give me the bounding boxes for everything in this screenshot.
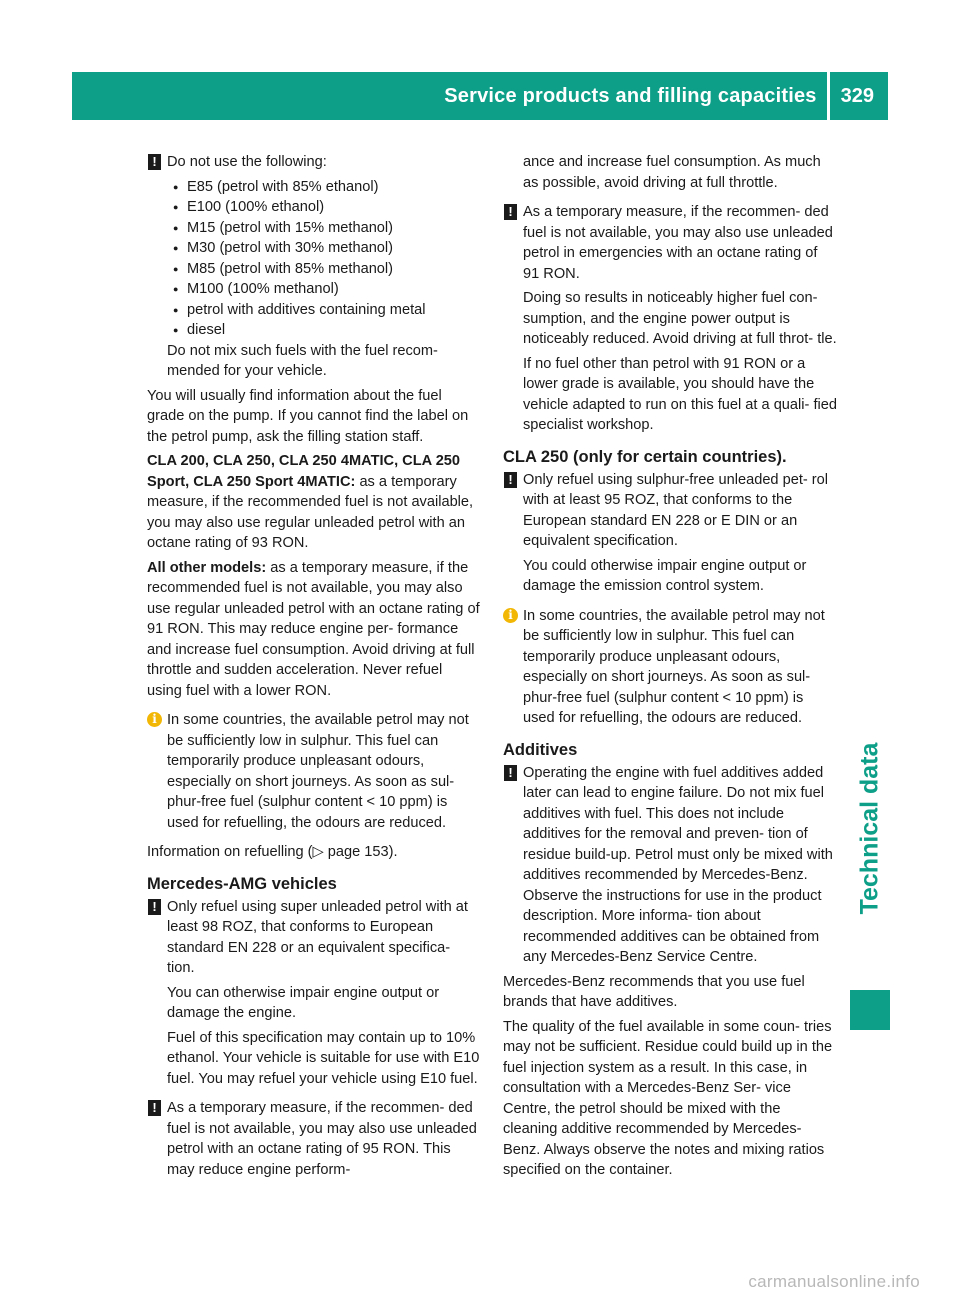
page-header [72,72,888,120]
model-list-text: as a temporary measure, if the recommended fuel is not available, you may also use regular unleaded petrol with an octane rating of 93 RON. [147,473,474,551]
section-heading: CLA 250 (only for certain countries). [503,447,787,466]
warning-text: Only refuel using super unleaded petrol with at least 98 ROZ, that conforms to European standard EN 228 or an equivalent specifica- tion. [167,898,468,976]
list-item: ● M85 (petrol with 85% methanol) [167,259,481,280]
warning-note [503,202,837,436]
paragraph: Mercedes-Benz recommends that you use fuel brands that have additives. [503,973,805,1010]
list-item: ● M15 (petrol with 15% methanol) [167,218,481,239]
warning-text: As a temporary measure, if the recommen- ded fuel is not available, you may also use unleaded petrol in emergencies with an octane rating of 91 RON. [523,204,833,282]
warning-text: Fuel of this specification may contain up to 10% ethanol. Your vehicle is suitable for use with E10 fuel. You may refuel your vehicle using E10 fuel. [167,1029,480,1087]
paragraph [147,558,481,702]
warning-icon: ! [148,899,161,915]
info-icon: i [503,608,518,623]
warning-note [503,470,837,597]
info-note [503,606,837,729]
warning-text: As a temporary measure, if the recommen- ded fuel is not available, you may also use unleaded petrol with an octane rating of 95 RON. This may reduce engine perform- [167,1100,477,1178]
page-reference [147,842,481,863]
watermark: carmanualsonline.info [748,1272,920,1291]
warning-note [147,152,481,382]
warning-icon: ! [504,204,517,220]
continued-text: ance and increase fuel consumption. As much as possible, avoid driving at full throttle. [523,154,821,191]
header-title: Service products and filling capacities [444,84,817,107]
model-list-bold: CLA 200, CLA 250, CLA 250 4MATIC, CLA 250 Sport, CLA 250 Sport 4MATIC: [147,453,461,490]
fuel-list [167,177,481,341]
info-text: In some countries, the available petrol may not be sufficiently low in sulphur. This fuel can temporarily produce unpleasant odours, especially on short journeys. As soon as sul- phur-free fuel (sulphur content < 10 ppm) is used for refuelling, the odours are reduced. [167,712,469,831]
list-item: ● petrol with additives containing metal [167,300,481,321]
other-models-bold: All other models: [147,559,267,576]
warning-icon: ! [504,472,517,488]
warning-text: Doing so results in noticeably higher fuel con- sumption, and the engine power output is noticeably reduced. Avoid driving at full throt- tle. [523,290,837,347]
warning-text: Operating the engine with fuel additives added later can lead to engine failure. Do not mix fuel additives with fuel. This does not include additives for the removal and preven- tion of residue build-up. Petrol must only be mixed with additives recommended by Mercedes-Benz. Observe the instructions for use in the product description. More informa- tion about recommended additives can be obtained from any Mercedes-Benz Service Centre. [523,764,833,965]
warning-text: You can otherwise impair engine output or damage the engine. [167,984,440,1021]
info-text: In some countries, the available petrol may not be sufficiently low in sulphur. This fuel can temporarily produce unpleasant odours, especially on short journeys. As soon as sul- phur-free fuel (sulphur content < 10 ppm) is used for refuelling, the odours are reduced. [523,607,825,726]
paragraph [147,451,481,554]
warning-intro: Do not use the following: [167,154,327,170]
list-item: ● E100 (100% ethanol) [167,197,481,218]
right-column [503,152,837,1181]
side-tab-label: Technical data [855,742,884,914]
warning-note [147,1098,481,1180]
section-heading: Additives [503,740,578,759]
side-tab-marker [850,990,890,1030]
info-icon: i [147,712,162,727]
arrow-icon: ▷ [312,844,324,860]
other-models-text: as a temporary measure, if the recommended fuel is not available, you may also use regular unleaded petrol with an octane rating of 91 RON. This may reduce engine per- formance and increase fuel consumption. Avoid driving at full throttle and sudden acceleration. Never refuel using fuel with a lower RON. [147,559,480,699]
paragraph: The quality of the fuel available in some coun- tries may not be sufficient. Residue could build up in the fuel injection system as a result. In this case, in consultation with a Mercedes-Benz Ser- vice Centre, the petrol should be mixed with the cleaning additive recommended by Mercedes- Benz. Always observe the notes and mixing ratios specified on the container. [503,1018,833,1178]
info-note [147,710,481,833]
left-column [147,152,481,1180]
section-heading: Mercedes-AMG vehicles [147,874,337,893]
list-item: ● diesel [167,320,481,341]
paragraph: You will usually find information about the fuel grade on the pump. If you cannot find the label on the petrol pump, ask the filling station staff. [147,387,469,445]
warning-text: Only refuel using sulphur-free unleaded pet- rol with at least 95 ROZ, that conforms to the European standard EN 228 or E DIN or an equivalent specification. [523,471,829,549]
list-item: ● E85 (petrol with 85% ethanol) [167,177,481,198]
warning-icon: ! [148,1100,161,1116]
list-item: ● M100 (100% methanol) [167,279,481,300]
warning-note [503,763,837,968]
page-reference-link[interactable]: page 153). [323,844,398,860]
section-side-tab[interactable] [850,696,890,960]
warning-note [147,897,481,1090]
warning-text: You could otherwise impair engine output or damage the emission control system. [523,557,807,594]
list-item: ● M30 (petrol with 30% methanol) [167,238,481,259]
warning-icon: ! [148,154,161,170]
warning-icon: ! [504,765,517,781]
warning-text: If no fuel other than petrol with 91 RON or a lower grade is available, you should have the vehicle adapted to run on this fuel at a quali- fied specialist workshop. [523,355,837,433]
page-number: 329 [840,84,874,107]
warning-text: Do not mix such fuels with the fuel recom- mended for your vehicle. [167,342,438,379]
page-reference-prefix: Information on refuelling ( [147,844,313,860]
